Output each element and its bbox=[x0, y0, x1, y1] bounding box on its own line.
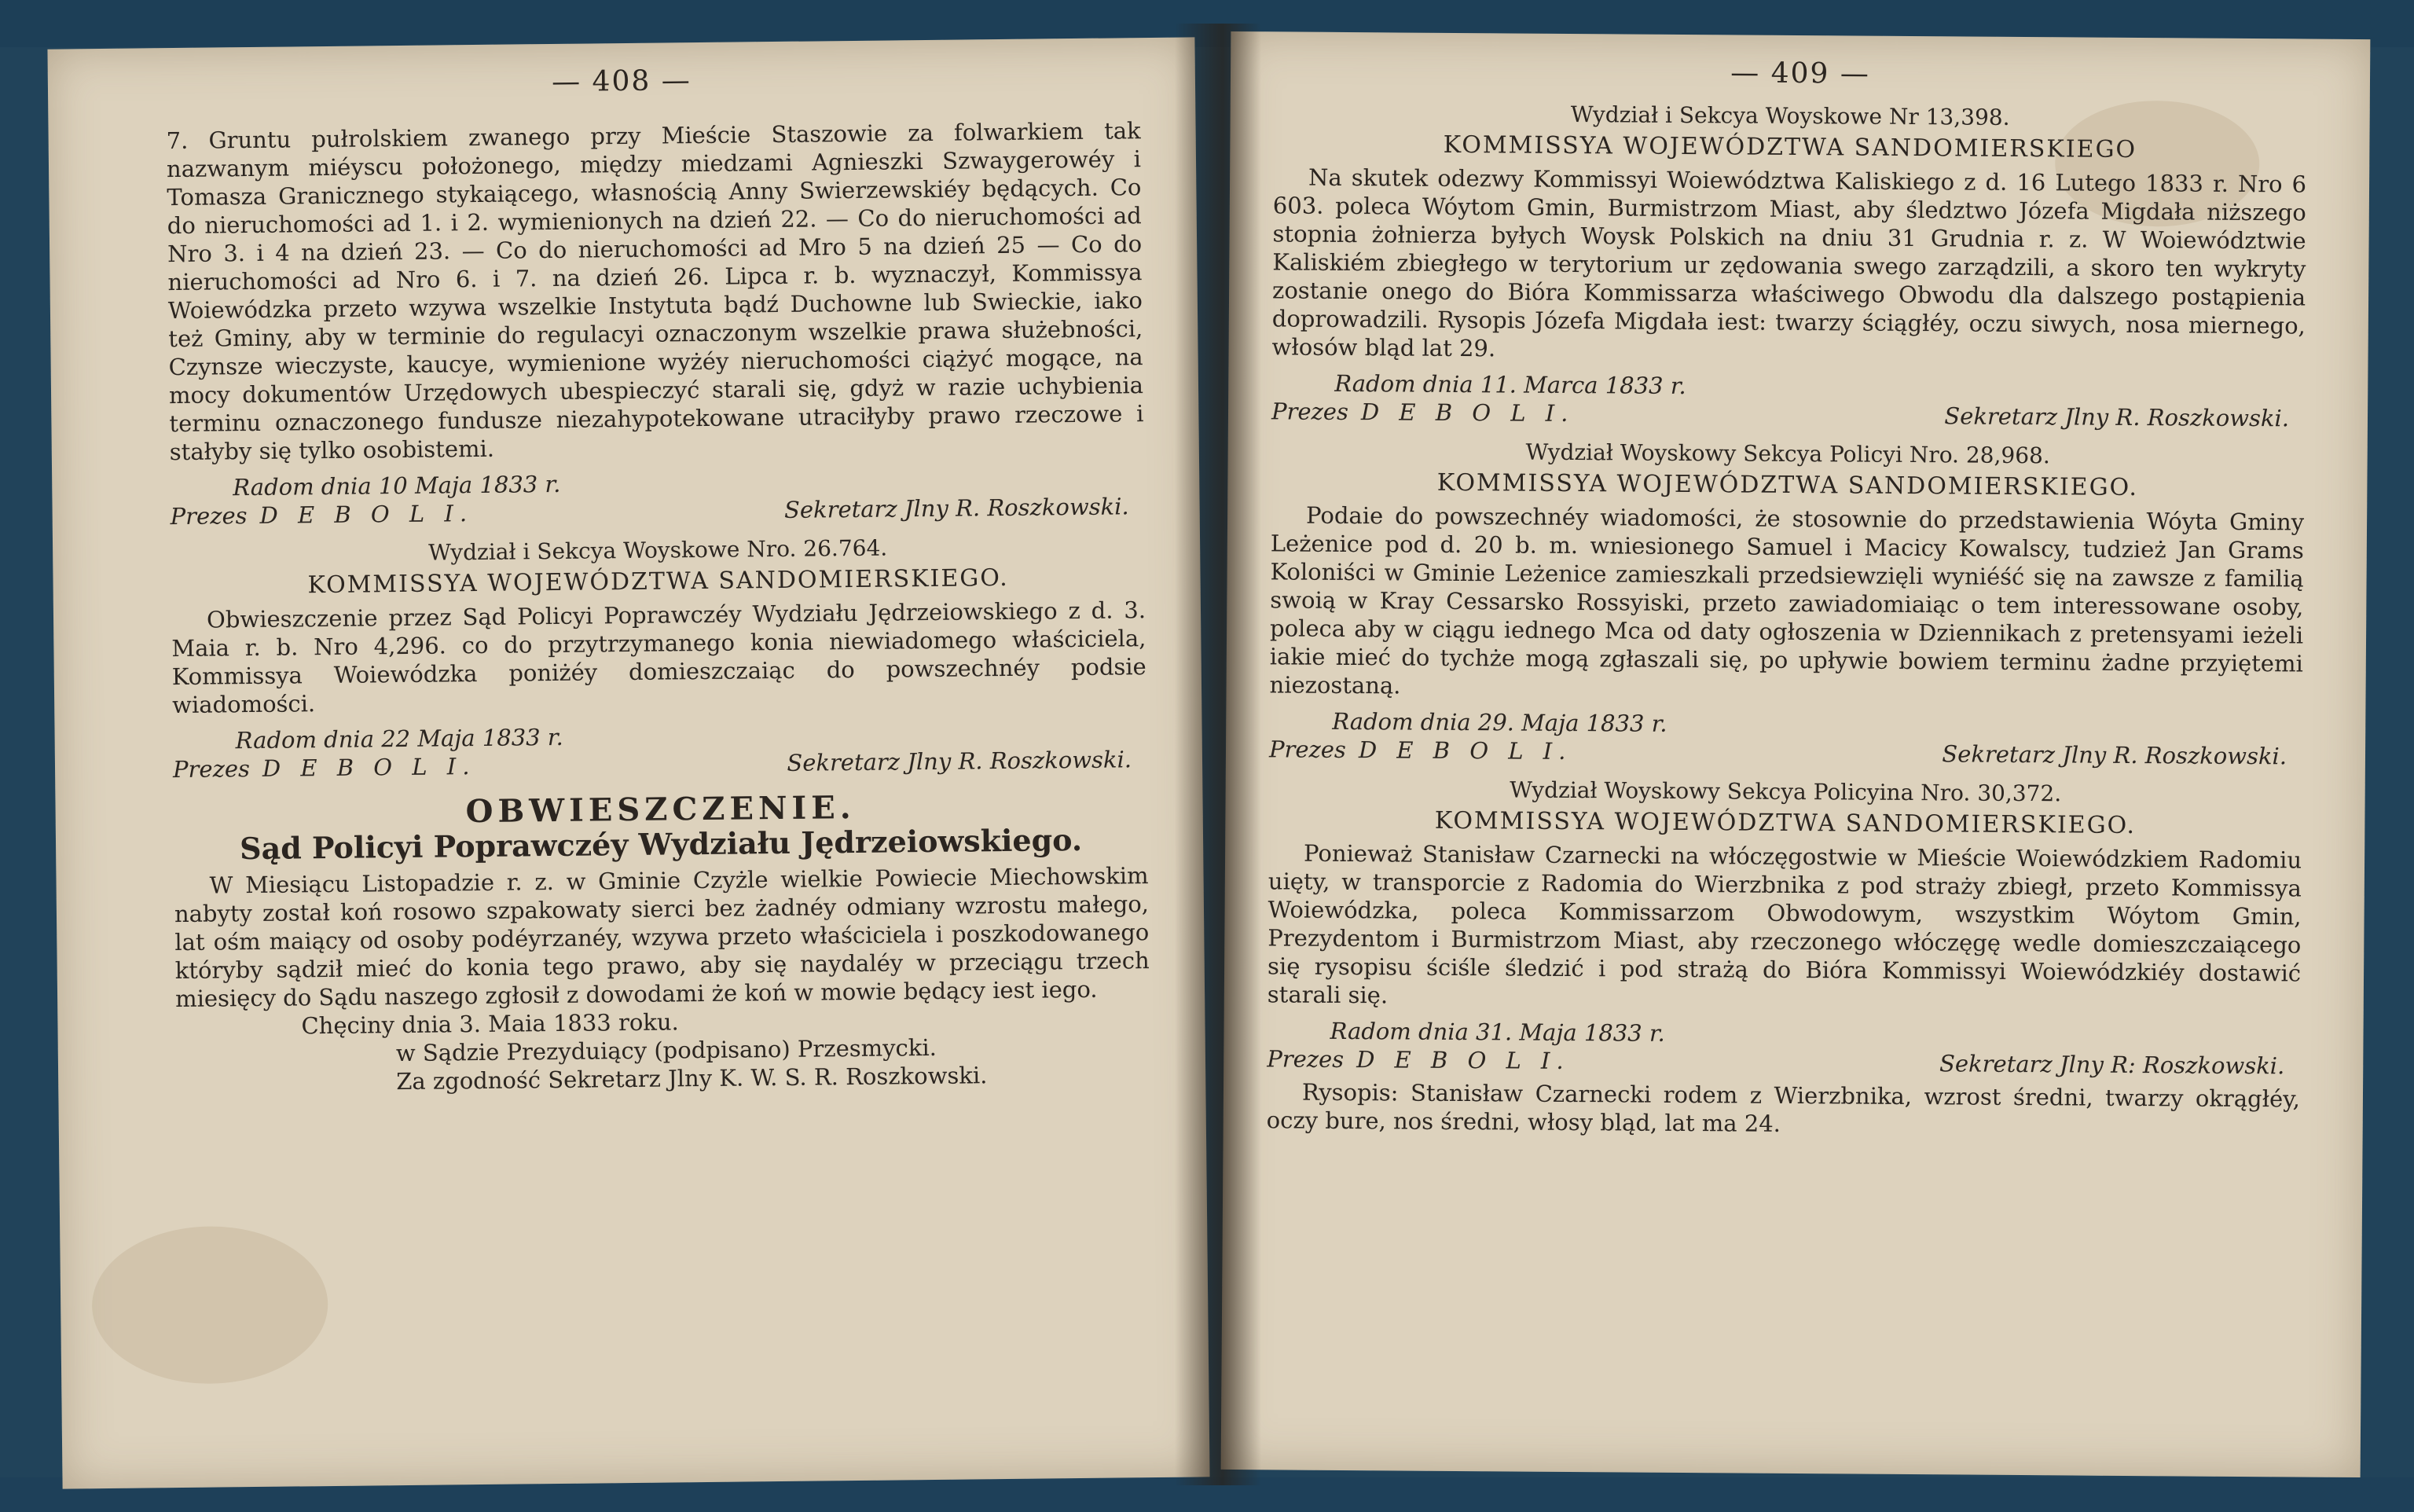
date-line: Radom dnia 29. Maja 1833 r. bbox=[1332, 707, 1667, 737]
prezes-name: D E B O L I. bbox=[259, 500, 474, 529]
court-heading: Sąd Policyi Poprawczéy Wydziału Jędrzeiowskiego. bbox=[239, 821, 1083, 867]
date-line: Radom dnia 11. Marca 1833 r. bbox=[1334, 369, 1686, 400]
notice-text: Ponieważ Stanisław Czarnecki na włóczęgostwie w Mieście Woiewódzkiem Radomiu uięty, w transporcie z Radomia do Wierzbnika z pod straży zbiegł, przeto Kommissya Woiewódzka, poleca Kommissarzom Obwodowym, wszystkim Wóytom Gmin, Prezydentom i Burmistrzom Miast, aby rzeczonego włóczęgę wedle domieszczaiącego się rysopisu ściśle śledzić i pod strażą do Bióra Kommissyi Woiewódzkiéy dostawić starali się. bbox=[1267, 839, 2302, 1009]
description-text: Rysopis: Stanisław Czarnecki rodem z Wierzbnika, wzrost średni, twarzy okrągłéy, oczy bure, nos średni, włosy bląd, lat ma 24. bbox=[1266, 1078, 2301, 1137]
date-line: Radom dnia 10 Maja 1833 r. bbox=[233, 470, 561, 501]
right-page bbox=[1221, 31, 2371, 1477]
page-number: — 409 — bbox=[1730, 57, 1870, 90]
notice-text: Obwieszczenie przez Sąd Policyi Poprawczéy Wydziału Jędrzeiowskiego z d. 3. Maia r. b. Nro 4,296. co do przytrzymanego konia niewiadomego właściciela, Kommissya Woiewódzka poniżéy domieszczaiąc do powszechnéy podsie wiadomości. bbox=[171, 596, 1146, 719]
department-line: Wydział Woyskowy Sekcya Policyi Nro. 28,968. bbox=[1525, 439, 2050, 469]
prezes-signature bbox=[1267, 1044, 1570, 1075]
date-line: Radom dnia 22 Maja 1833 r. bbox=[235, 723, 563, 754]
prezes-name: D E B O L I. bbox=[1356, 1046, 1570, 1075]
prezes-signature bbox=[1271, 397, 1575, 428]
item-7-text: 7. Gruntu pułrolskiem zwanego przy Mieście Staszowie za folwarkiem tak nazwanym miéyscu położonego, między miedzami Agnieszki Szwaygerowéy i Tomasza Granicznego stykaiącego, własnością Anny Swierzewskiéy będących. Co do nieruchomości ad 1. i 2. wymienionych na dzień 22. — Co do nieruchomości ad Nro 3. i 4 na dzień 23. — Co do nieruchomości ad Mro 5 na dzień 25 — Co do nieruchomości ad Nro 6. i 7. na dzień 26. Lipca r. b. wyznaczył, Kommissya Woiewódzka przeto wzywa wszelkie Instytuta bądź Duchowne lub Swieckie, iako też Gminy, aby w terminie do regulacyi oznaczonym wszelkie prawa służebności, Czynsze wieczyste, kaucye, wymienione wyżéy nieruchomości ciążyć mogące, na mocy dokumentów Urzędowych ubespieczyć starali się, gdyż w razie uchybienia terminu oznaczonego fundusze niezahypotekowane utraciłyby prawo rzeczowe i stałyby się tylko osobistemi. bbox=[166, 117, 1144, 466]
department-line: Wydział i Sekcya Woyskowe Nr 13,398. bbox=[1570, 101, 2010, 130]
prezes-label: Prezes bbox=[172, 755, 251, 784]
prezes-signature bbox=[173, 752, 476, 784]
prezes-label: Prezes bbox=[1271, 398, 1349, 426]
left-page-content bbox=[166, 116, 1150, 1098]
court-presiding-line: w Sądzie Prezyduiący (podpisano) Przesmycki. bbox=[395, 1033, 937, 1067]
department-line: Wydział i Sekcya Woyskowe Nro. 26.764. bbox=[427, 534, 888, 566]
announcement-heading: OBWIESZCZENIE. bbox=[465, 788, 856, 831]
left-page bbox=[47, 37, 1209, 1488]
secretary-signature: Sekretarz Jlny R: Roszkowski. bbox=[1939, 1050, 2285, 1080]
secretary-signature: Sekretarz Jlny R. Roszkowski. bbox=[1944, 402, 2290, 432]
prezes-label: Prezes bbox=[170, 502, 248, 530]
page-number: — 408 — bbox=[551, 64, 692, 98]
commission-heading: KOMMISSYA WOJEWÓDZTWA SANDOMIERSKIEGO. bbox=[1434, 806, 2137, 840]
secretary-signature: Sekretarz Jlny R. Roszkowski. bbox=[1942, 740, 2287, 770]
court-certification-line: Za zgodność Sekretarz Jlny K. W. S. R. Roszkowski. bbox=[396, 1062, 988, 1095]
commission-heading: KOMMISSYA WOJEWÓDZTWA SANDOMIERSKIEGO. bbox=[307, 563, 1009, 600]
secretary-signature: Sekretarz Jlny R. Roszkowski. bbox=[783, 493, 1129, 523]
commission-heading: KOMMISSYA WOJEWÓDZTWA SANDOMIERSKIEGO bbox=[1443, 130, 2137, 164]
court-notice-text: W Miesiącu Listopadzie r. z. w Gminie Czyżle wielkie Powiecie Miechowskim nabyty został koń rosowo szpakowaty sierci bez żadnéy odmiany wzrostu małego, lat ośm maiący od osoby podéyrzanéy, wzywa przeto właściciela i poszkodowanego któryby sądził mieć do konia tego prawo, aby się naydaléy w przeciągu trzech miesięcy do Sądu naszego zgłosił z dowodami że koń w mowie będący iest iego. bbox=[174, 862, 1150, 1013]
prezes-label: Prezes bbox=[1268, 736, 1347, 764]
prezes-name: D E B O L I. bbox=[1358, 736, 1572, 765]
secretary-signature: Sekretarz Jlny R. Roszkowski. bbox=[787, 746, 1132, 776]
commission-heading: KOMMISSYA WOJEWÓDZTWA SANDOMIERSKIEGO. bbox=[1436, 468, 2139, 502]
department-line: Wydział Woyskowy Sekcya Policyina Nro. 30,372. bbox=[1510, 776, 2062, 807]
notice-text: Na skutek odezwy Kommissyi Woiewództwa Kaliskiego z d. 16 Lutego 1833 r. Nro 6 603. poleca Wóytom Gmin, Burmistrzom Miast, aby śledztwo Józefa Migdała niższego stopnia żołnierza byłych Woysk Polskich na dniu 31 Grudnia r. z. W Woiewództwie Kaliskiém zbiegłego w terytorium ur zędowania swego zarządzili, a skoro ten wykryty zostanie onego do Bióra Kommissarza właściwego Obwodu dla dalszego postąpienia doprowadzili. Rysopis Józefa Migdała iest: twarzy ściągłéy, oczu siwych, nosa miernego, włosów bląd lat 29. bbox=[1271, 163, 2307, 362]
paper-stain bbox=[91, 1225, 328, 1385]
prezes-name: D E B O L I. bbox=[262, 753, 476, 782]
prezes-label: Prezes bbox=[1267, 1045, 1345, 1073]
place-date-line: Chęciny dnia 3. Maia 1833 roku. bbox=[301, 1008, 679, 1040]
date-line: Radom dnia 31. Maja 1833 r. bbox=[1330, 1017, 1665, 1047]
prezes-signature bbox=[170, 499, 473, 530]
notice-text: Podaie do powszechnéy wiadomości, że stosownie do przedstawienia Wóyta Gminy Leżenice pod d. 20 b. m. wniesionego Samuel i Macicy Kowalscy, tudzież Jan Grams Koloniści w Gminie Leżenice zamieszkali przedsiewzięli wyniéść się na zawsze z familią swoią w Kray Cessarsko Rossyiski, przeto zawiadomiaiąc o tem interessowane osoby, poleca aby w ciągu iednego Mca od daty ogłoszenia w Dziennikach z pretensyami ieżeli iakie mieć do tychże mogą zgłaszali się, po upływie bowiem terminu żadne przyiętemi niezostaną. bbox=[1269, 501, 2305, 699]
prezes-name: D E B O L I. bbox=[1360, 398, 1575, 428]
prezes-signature bbox=[1269, 735, 1572, 765]
right-page-content bbox=[1267, 98, 2307, 1141]
